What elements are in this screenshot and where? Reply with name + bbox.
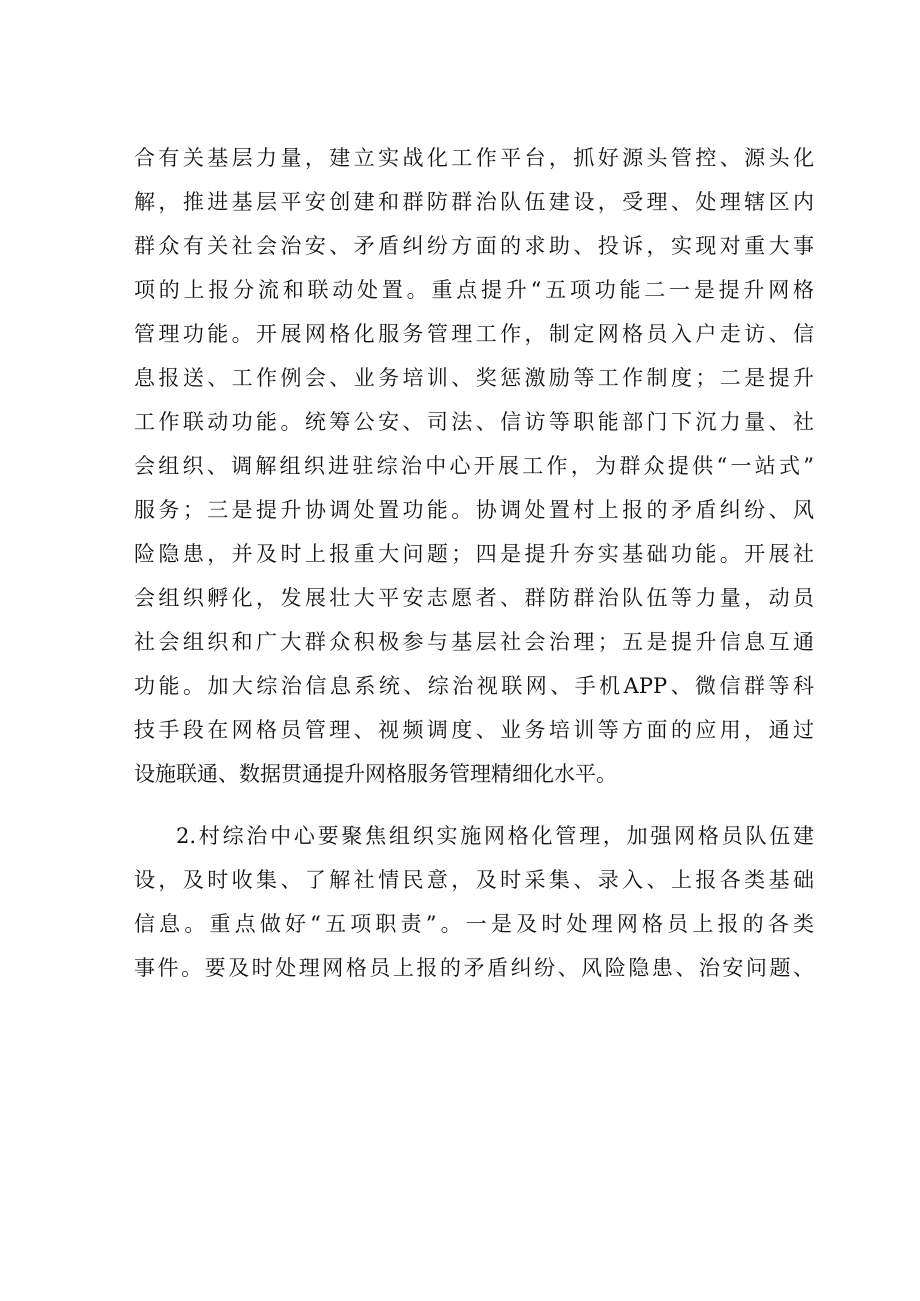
text-line: 会组织、调解组织进驻综治中心开展工作，为群众提供“一站式” <box>134 454 814 478</box>
text-line: 工作联动功能。统筹公安、司法、信访等职能部门下沉力量、社 <box>134 410 814 434</box>
text-line: 险隐患，并及时上报重大问题；四是提升夯实基础功能。开展社 <box>134 542 814 566</box>
text-line: 事件。要及时处理网格员上报的矛盾纠纷、风险隐患、治安问题、 <box>134 956 814 980</box>
text-line: 息报送、工作例会、业务培训、奖惩激励等工作制度；二是提升 <box>134 366 814 390</box>
text-line: 信息。重点做好“五项职责”。一是及时处理网格员上报的各类 <box>134 912 814 936</box>
text-line: 管理功能。开展网格化服务管理工作，制定网格员入户走访、信 <box>134 322 814 346</box>
text-line: 合有关基层力量，建立实战化工作平台，抓好源头管控、源头化 <box>134 146 814 170</box>
text-line: 2.村综治中心要聚焦组织实施网格化管理，加强网格员队伍建 <box>176 824 814 848</box>
text-line: 设施联通、数据贯通提升网格服务管理精细化水平。 <box>134 762 617 786</box>
text-line: 服务；三是提升协调处置功能。协调处置村上报的矛盾纠纷、风 <box>134 498 814 522</box>
text-line: 群众有关社会治安、矛盾纠纷方面的求助、投诉，实现对重大事 <box>134 234 814 258</box>
text-line: 社会组织和广大群众积极参与基层社会治理；五是提升信息互通 <box>134 630 814 654</box>
text-line: 项的上报分流和联动处置。重点提升“五项功能二一是提升网格 <box>134 278 814 302</box>
text-line: 解，推进基层平安创建和群防群治队伍建设，受理、处理辖区内 <box>134 190 814 214</box>
text-line: 会组织孵化，发展壮大平安志愿者、群防群治队伍等力量，动员 <box>134 586 814 610</box>
text-line: 功能。加大综治信息系统、综治视联网、手机APP、微信群等科 <box>134 674 814 698</box>
text-line: 技手段在网格员管理、视频调度、业务培训等方面的应用，通过 <box>134 718 814 742</box>
text-line: 设，及时收集、了解社情民意，及时采集、录入、上报各类基础 <box>134 868 814 892</box>
